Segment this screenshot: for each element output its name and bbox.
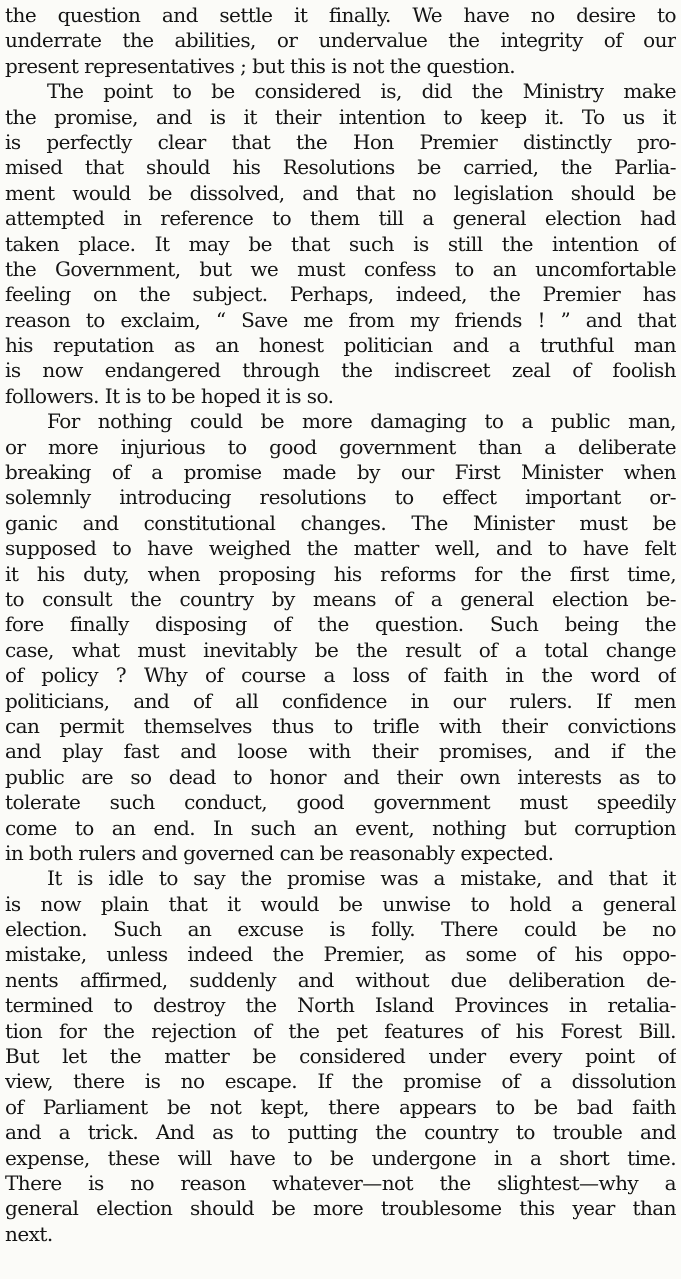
text-line: expense, these will have to be undergone in a short time.: [5, 1145, 676, 1170]
text-line: solemnly introducing resolutions to effect important or-: [5, 485, 676, 510]
paragraph: [5, 866, 676, 1247]
text-line: ment would be dissolved, and that no legislation should be: [5, 180, 676, 205]
text-line: the question and settle it finally. We have no desire to: [5, 3, 676, 27]
text-line: ganic and constitutional changes. The Minister must be: [5, 510, 676, 535]
text-line: nents affirmed, suddenly and without due deliberation de-: [5, 967, 676, 992]
text-line: is now plain that it would be unwise to hold a general: [5, 891, 676, 916]
text-line: followers. It is to be hoped it is so.: [5, 383, 334, 408]
text-line: come to an end. In such an event, nothing but corruption: [5, 815, 676, 840]
paragraph: [5, 79, 676, 409]
text-line: There is no reason whatever—not the slightest—why a: [5, 1170, 676, 1195]
text-line: mised that should his Resolutions be carried, the Parlia-: [5, 155, 676, 180]
text-line: fore finally disposing of the question. Such being the: [5, 612, 676, 637]
text-line: public are so dead to honor and their own interests as to: [5, 764, 676, 789]
text-line: of policy ? Why of course a loss of faith in the word of: [5, 663, 676, 688]
text-line: and a trick. And as to putting the country to trouble and: [5, 1120, 676, 1145]
text-line: termined to destroy the North Island Provinces in retalia-: [5, 993, 676, 1018]
text-line: politicians, and of all confidence in our rulers. If men: [5, 688, 676, 713]
text-line: the promise, and is it their intention to keep it. To us it: [5, 104, 676, 129]
text-line: is perfectly clear that the Hon Premier distinctly pro-: [5, 129, 676, 154]
text-line: present representatives ; but this is not the question.: [5, 53, 516, 78]
text-line: case, what must inevitably be the result of a total change: [5, 637, 676, 662]
text-line: supposed to have weighed the matter well, and to have felt: [5, 536, 676, 561]
text-line: the Government, but we must confess to an uncomfortable: [5, 256, 676, 281]
text-line: in both rulers and governed can be reasonably expected.: [5, 840, 554, 865]
text-line: his reputation as an honest politician and a truthful man: [5, 333, 676, 358]
text-line: can permit themselves thus to trifle with their convictions: [5, 713, 676, 738]
text-line: is now endangered through the indiscreet zeal of foolish: [5, 358, 676, 383]
text-line: mistake, unless indeed the Premier, as some of his oppo-: [5, 942, 676, 967]
text-line: of Parliament be not kept, there appears to be bad faith: [5, 1094, 676, 1119]
text-line: and play fast and loose with their promises, and if the: [5, 739, 676, 764]
text-line: or more injurious to good government than a deliberate: [5, 434, 676, 459]
text-line: feeling on the subject. Perhaps, indeed, the Premier has: [5, 282, 676, 307]
text-line: For nothing could be more damaging to a public man,: [47, 409, 676, 434]
text-line: attempted in reference to them till a general election had: [5, 206, 676, 231]
paragraph: [5, 3, 676, 79]
text-line: But let the matter be considered under every point of: [5, 1044, 676, 1069]
paragraph: [5, 409, 676, 866]
text-line: taken place. It may be that such is still the intention of: [5, 231, 676, 256]
text-line: The point to be considered is, did the Ministry make: [47, 79, 676, 104]
text-line: underrate the abilities, or undervalue the integrity of our: [5, 28, 676, 53]
text-line: It is idle to say the promise was a mistake, and that it: [47, 866, 676, 891]
text-line: view, there is no escape. If the promise of a dissolution: [5, 1069, 676, 1094]
text-line: to consult the country by means of a general election be-: [5, 586, 676, 611]
text-line: reason to exclaim, “ Save me from my friends ! ” and that: [5, 307, 676, 332]
text-line: tolerate such conduct, good government must speedily: [5, 790, 676, 815]
text-line: election. Such an excuse is folly. There could be no: [5, 917, 676, 942]
article-body: [5, 3, 676, 1247]
text-line: breaking of a promise made by our First Minister when: [5, 460, 676, 485]
text-line: next.: [5, 1221, 53, 1246]
text-line: it his duty, when proposing his reforms for the first time,: [5, 561, 676, 586]
text-line: tion for the rejection of the pet features of his Forest Bill.: [5, 1018, 676, 1043]
text-line: general election should be more troublesome this year than: [5, 1196, 676, 1221]
